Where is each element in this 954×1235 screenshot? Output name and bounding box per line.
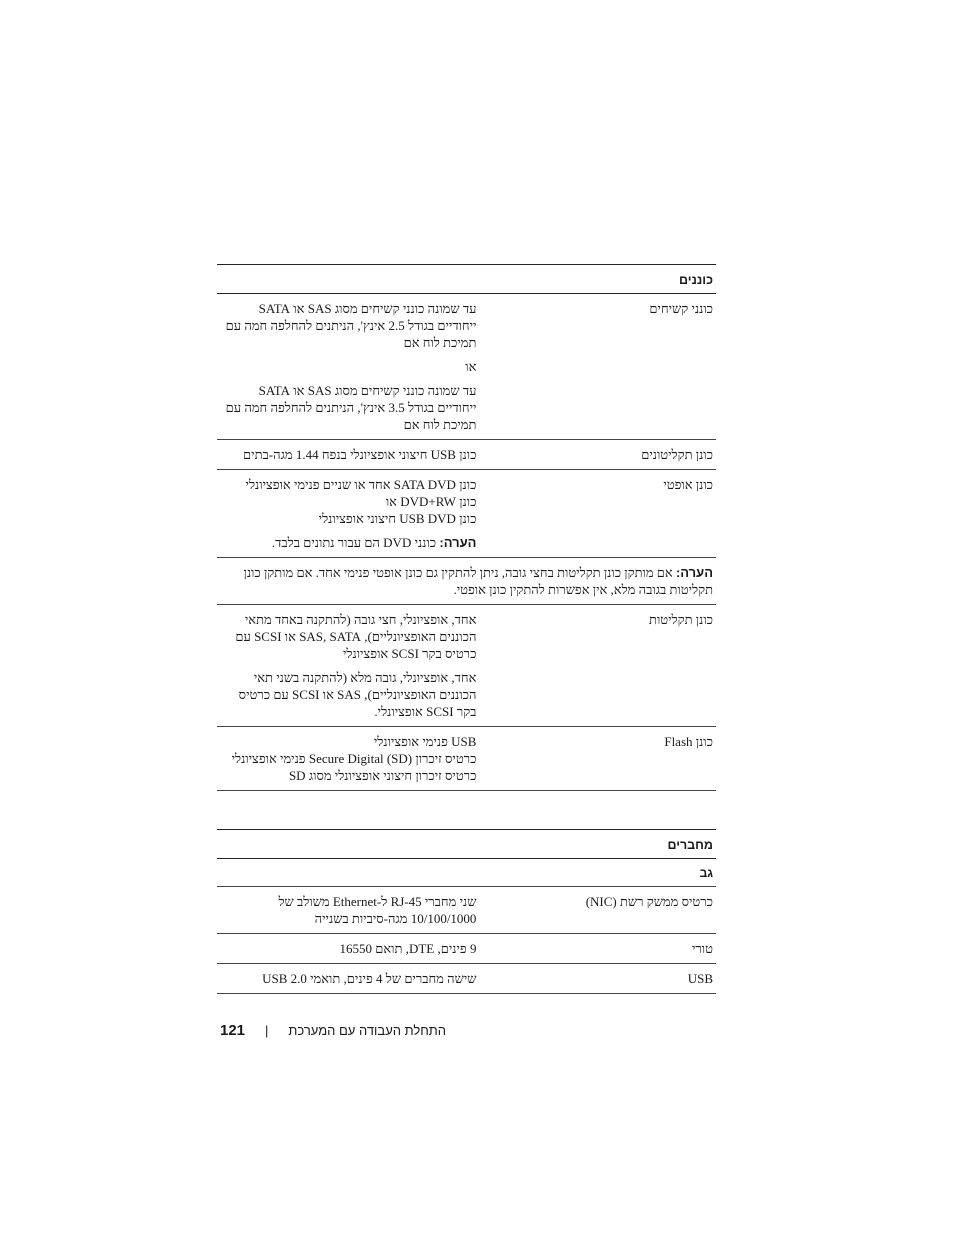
value-text: שני מחברי RJ-45 ל-Ethernet משולב של 10/100/1000 מגה-סיביות בשנייה <box>278 894 477 926</box>
row-label: USB <box>687 971 713 986</box>
value-text: כרטיס זיכרון Secure Digital (SD) פנימי אופציונלי <box>231 751 477 766</box>
value-text: שישה מחברים של 4 פינים, תואמי USB 2.0 <box>262 971 477 986</box>
value-text: כונן DVD+RW או <box>385 494 477 509</box>
note-text: אם מותקן כונן תקליטות בחצי גובה, ניתן להתקין גם כונן אופטי פנימי אחד. אם מותקן כונן תקליטות בגובה מלא, אין אפשרות להתקין כונן אופטי. <box>243 565 713 597</box>
optical-note <box>220 534 476 551</box>
row-value <box>217 893 476 927</box>
row-flash-drive <box>217 727 716 791</box>
row-floppy-drive <box>217 440 716 470</box>
value-text: כונן SATA DVD אחד או שניים פנימי אופציונלי <box>245 477 477 492</box>
page-footer <box>220 1022 446 1039</box>
value-text: USB פנימי אופציונלי <box>373 734 477 749</box>
subheading-back: גב <box>217 859 716 887</box>
value-text: כונן USB DVD חיצוני אופציונלי <box>318 511 477 526</box>
footer-separator: | <box>265 1023 269 1038</box>
row-label: כונן תקליטות <box>649 612 713 627</box>
row-value <box>217 970 476 987</box>
row-hard-drives <box>217 294 716 440</box>
row-label: כונן אופטי <box>663 477 713 492</box>
value-text: כרטיס זיכרון חיצוני אופציונלי מסוג SD <box>288 768 477 783</box>
section-heading-connectors: מחברים <box>217 829 716 859</box>
value-text: 9 פינים, DTE, תואם 16550 <box>339 941 477 956</box>
tape-drive-note <box>217 558 716 605</box>
row-value <box>217 446 476 463</box>
row-usb <box>217 964 716 994</box>
row-label: כונן תקליטונים <box>641 447 713 462</box>
row-value <box>217 300 476 433</box>
row-label: טורי <box>692 941 713 956</box>
footer-title: התחלת העבודה עם המערכת <box>288 1023 446 1038</box>
specifications-table <box>217 264 716 994</box>
row-label: כרטיס ממשק רשת (NIC) <box>585 894 713 909</box>
row-value <box>217 611 476 720</box>
note-label: הערה: <box>439 535 477 550</box>
row-label: כונני קשיחים <box>649 301 713 316</box>
row-value <box>217 940 476 957</box>
page-number: 121 <box>219 1022 246 1039</box>
section-heading-drives: כוננים <box>217 265 716 294</box>
note-label: הערה: <box>675 565 713 580</box>
value-text: אחד, אופציונלי, חצי גובה (להתקנה באחד מתאי הכוננים האופציונליים), SAS, SATA או SCSI עם כרטיס בקר SCSI אופציונלי <box>235 612 477 661</box>
row-optical-drive <box>217 470 716 558</box>
value-text: עד שמונה כונני קשיחים מסוג SAS או SATA ייחודיים בגודל 3.5 אינץ', הניתנים להחלפה חמה עם תמיכת לוח אם <box>225 383 477 432</box>
note-text: כונני DVD הם עבור נתונים בלבד. <box>271 535 440 550</box>
value-text: כונן USB חיצוני אופציונלי בנפח 1.44 מגה-בתים <box>243 447 477 462</box>
row-serial <box>217 934 716 964</box>
value-text: או <box>465 359 477 374</box>
value-text: אחד, אופציונלי, גובה מלא (להתקנה בשני תאי הכוננים האופציונליים), SAS או SCSI עם כרטיס בקר SCSI אופציונלי. <box>238 670 477 719</box>
row-nic <box>217 887 716 934</box>
row-label: כונן Flash <box>664 734 713 749</box>
value-text: עד שמונה כונני קשיחים מסוג SAS או SATA ייחודיים בגודל 2.5 אינץ', הניתנים להחלפה חמה עם תמיכת לוח אם <box>225 301 477 350</box>
row-value <box>217 476 476 551</box>
row-value <box>217 733 476 784</box>
row-tape-drive <box>217 605 716 727</box>
